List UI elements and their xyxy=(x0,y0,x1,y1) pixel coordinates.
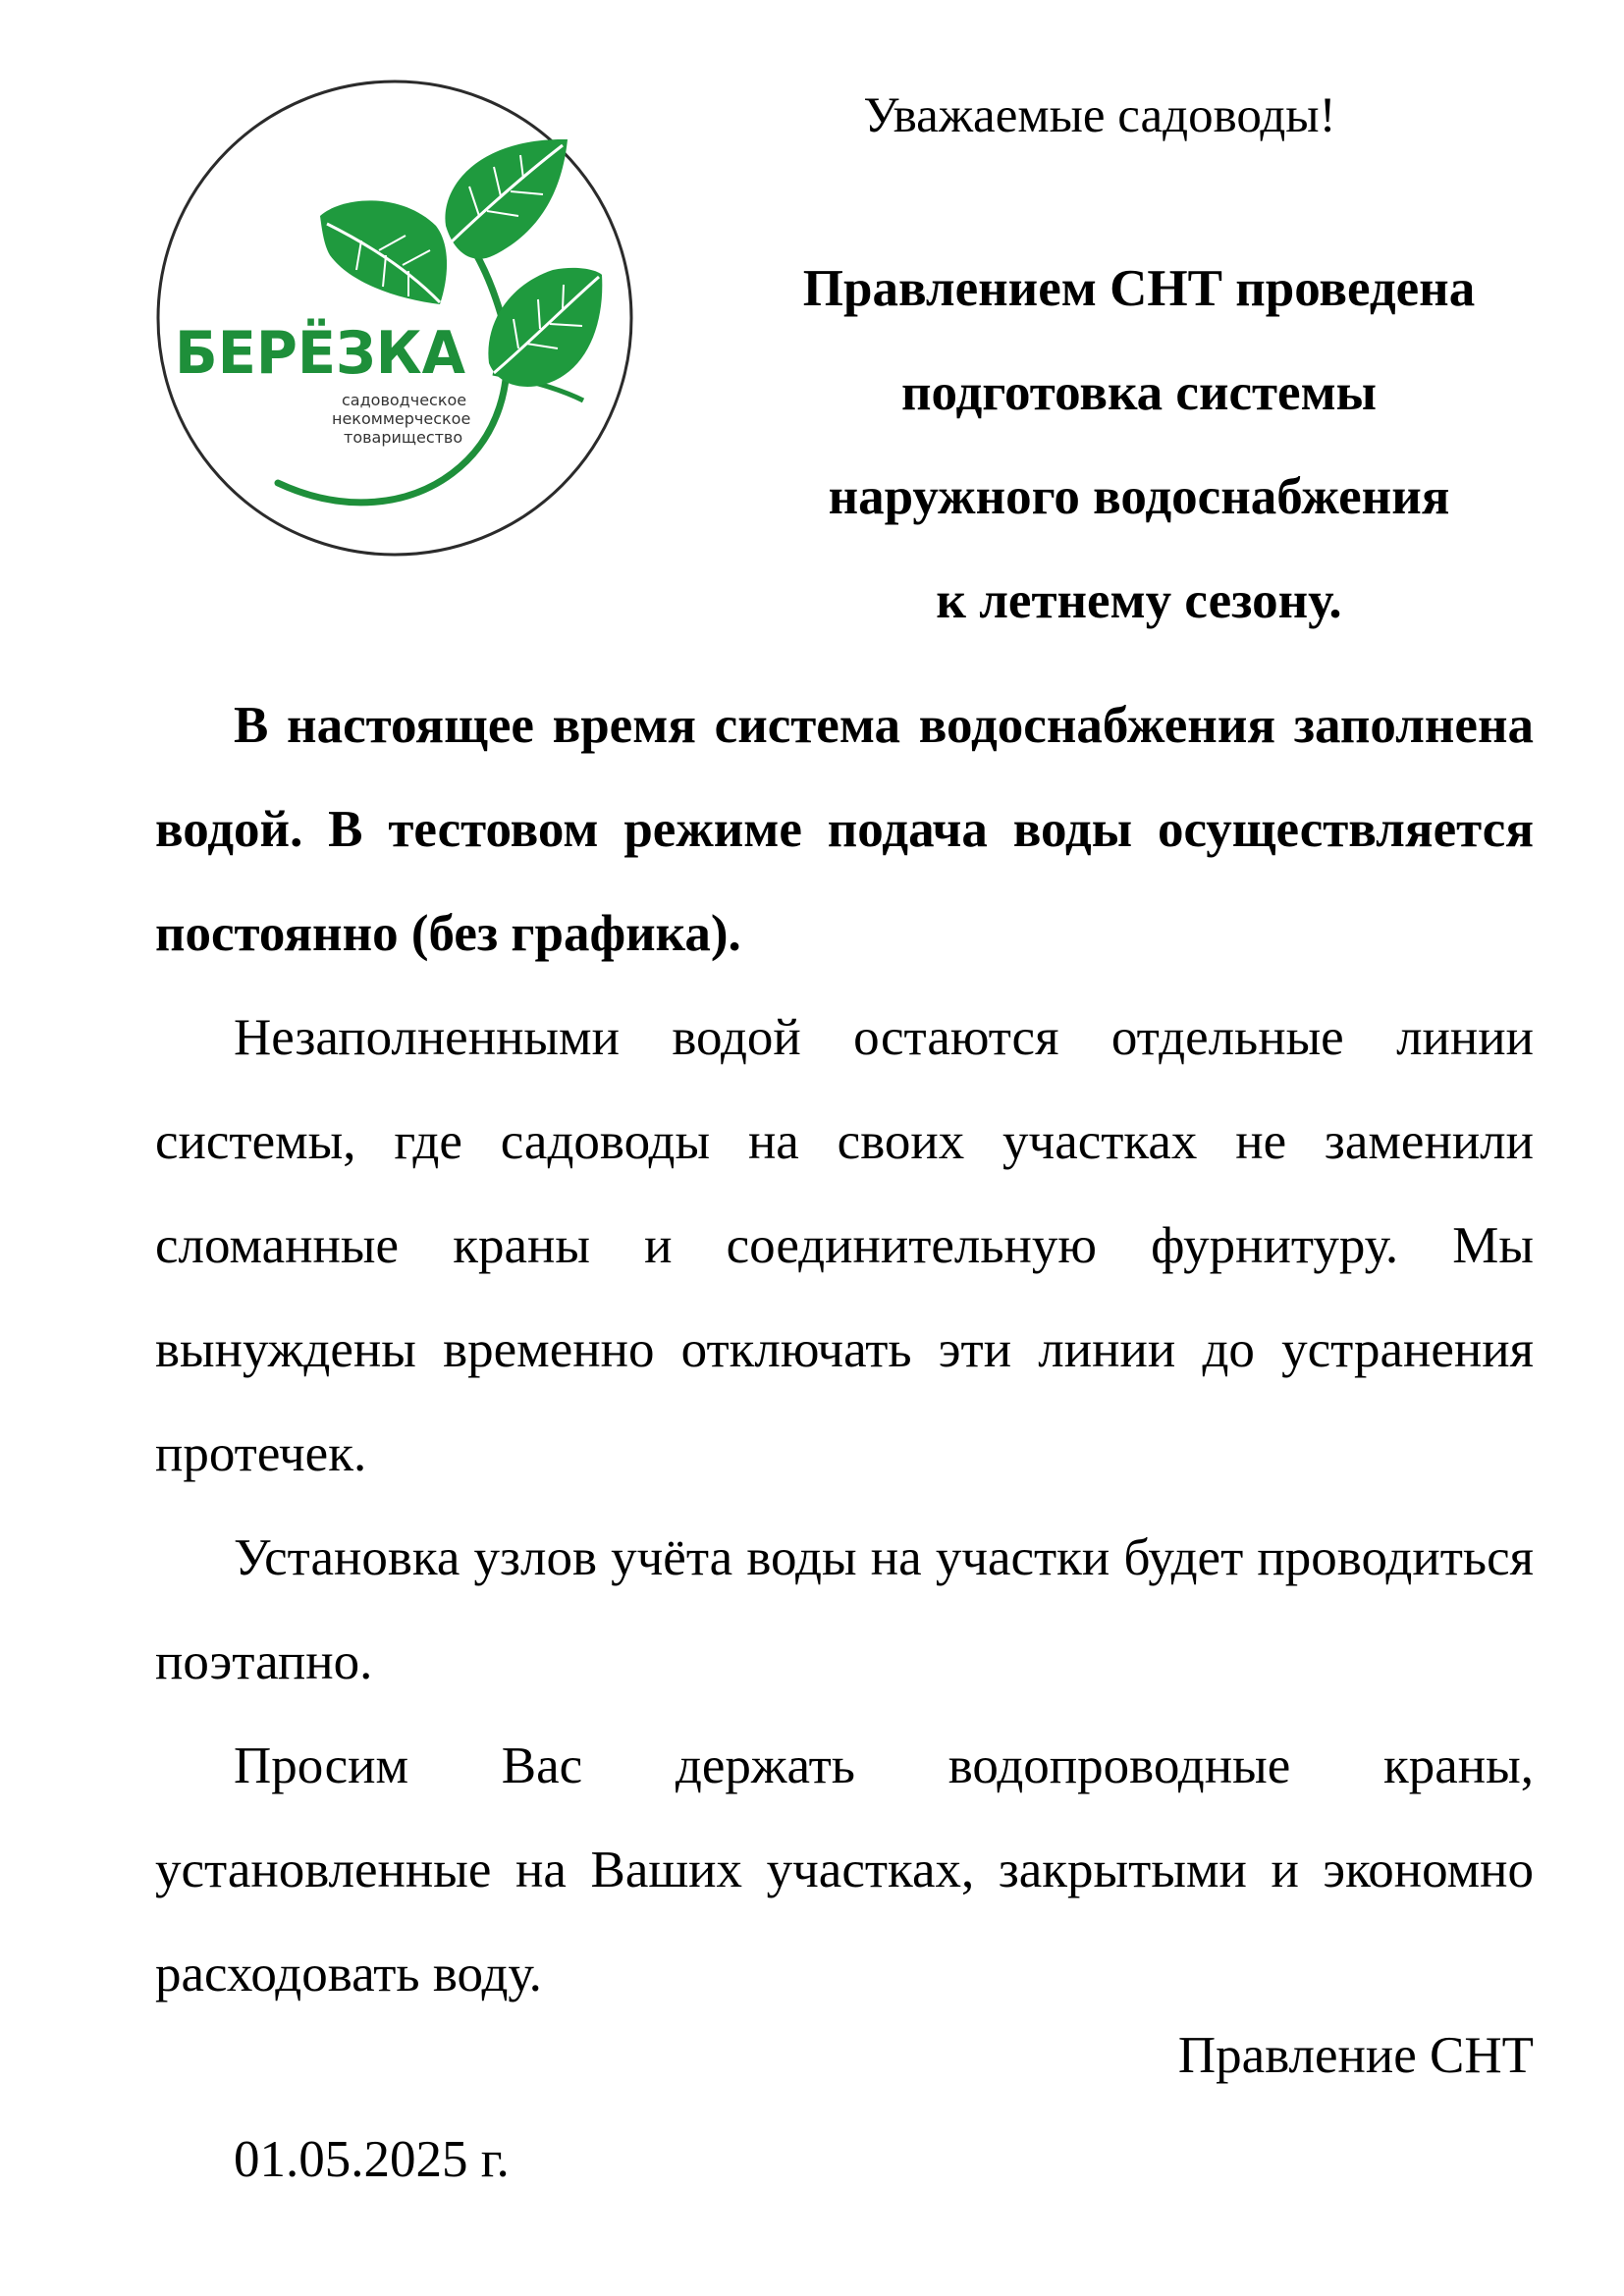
paragraph-meters: Установка узлов учёта воды на участки будет проводиться поэтапно. xyxy=(155,1529,1534,1690)
notice-body xyxy=(155,673,1534,2026)
paragraph-unfilled-lines: Незаполненными водой остаются отдельные линии системы, где садоводы на своих участках не заменили сломанные краны и соединительную фурнитуру. Мы вынуждены временно отключать эти линии до устранения протечек. xyxy=(155,1009,1534,1482)
birch-logo-icon xyxy=(155,79,634,558)
greeting: Уважаемые садоводы! xyxy=(863,88,1336,143)
headline-line-1: Правлением СНТ проведена xyxy=(802,260,1476,317)
signature: Правление СНТ xyxy=(1177,2027,1534,2084)
logo-subtitle-3: товарищество xyxy=(344,428,463,447)
headline-line-2: подготовка системы xyxy=(900,364,1378,421)
headline-line-4: к летнему сезону. xyxy=(936,572,1342,629)
date: 01.05.2025 г. xyxy=(234,2131,510,2188)
logo-subtitle-2: некоммерческое xyxy=(332,409,471,428)
logo-title: БЕРЁЗКА xyxy=(175,319,479,388)
headline-line-3: наружного водоснабжения xyxy=(828,468,1450,525)
logo-subtitle-1: садоводческое xyxy=(342,391,467,409)
paragraph-request: Просим Вас держать водопроводные краны, установленные на Ваших участках, закрытыми и экономно расходовать воду. xyxy=(155,1737,1534,2002)
headline xyxy=(727,253,1551,669)
logo xyxy=(155,79,634,558)
paragraph-water-status: В настоящее время система водоснабжения заполнена водой. В тестовом режиме подача воды осуществляется постоянно (без графика). xyxy=(155,697,1534,962)
